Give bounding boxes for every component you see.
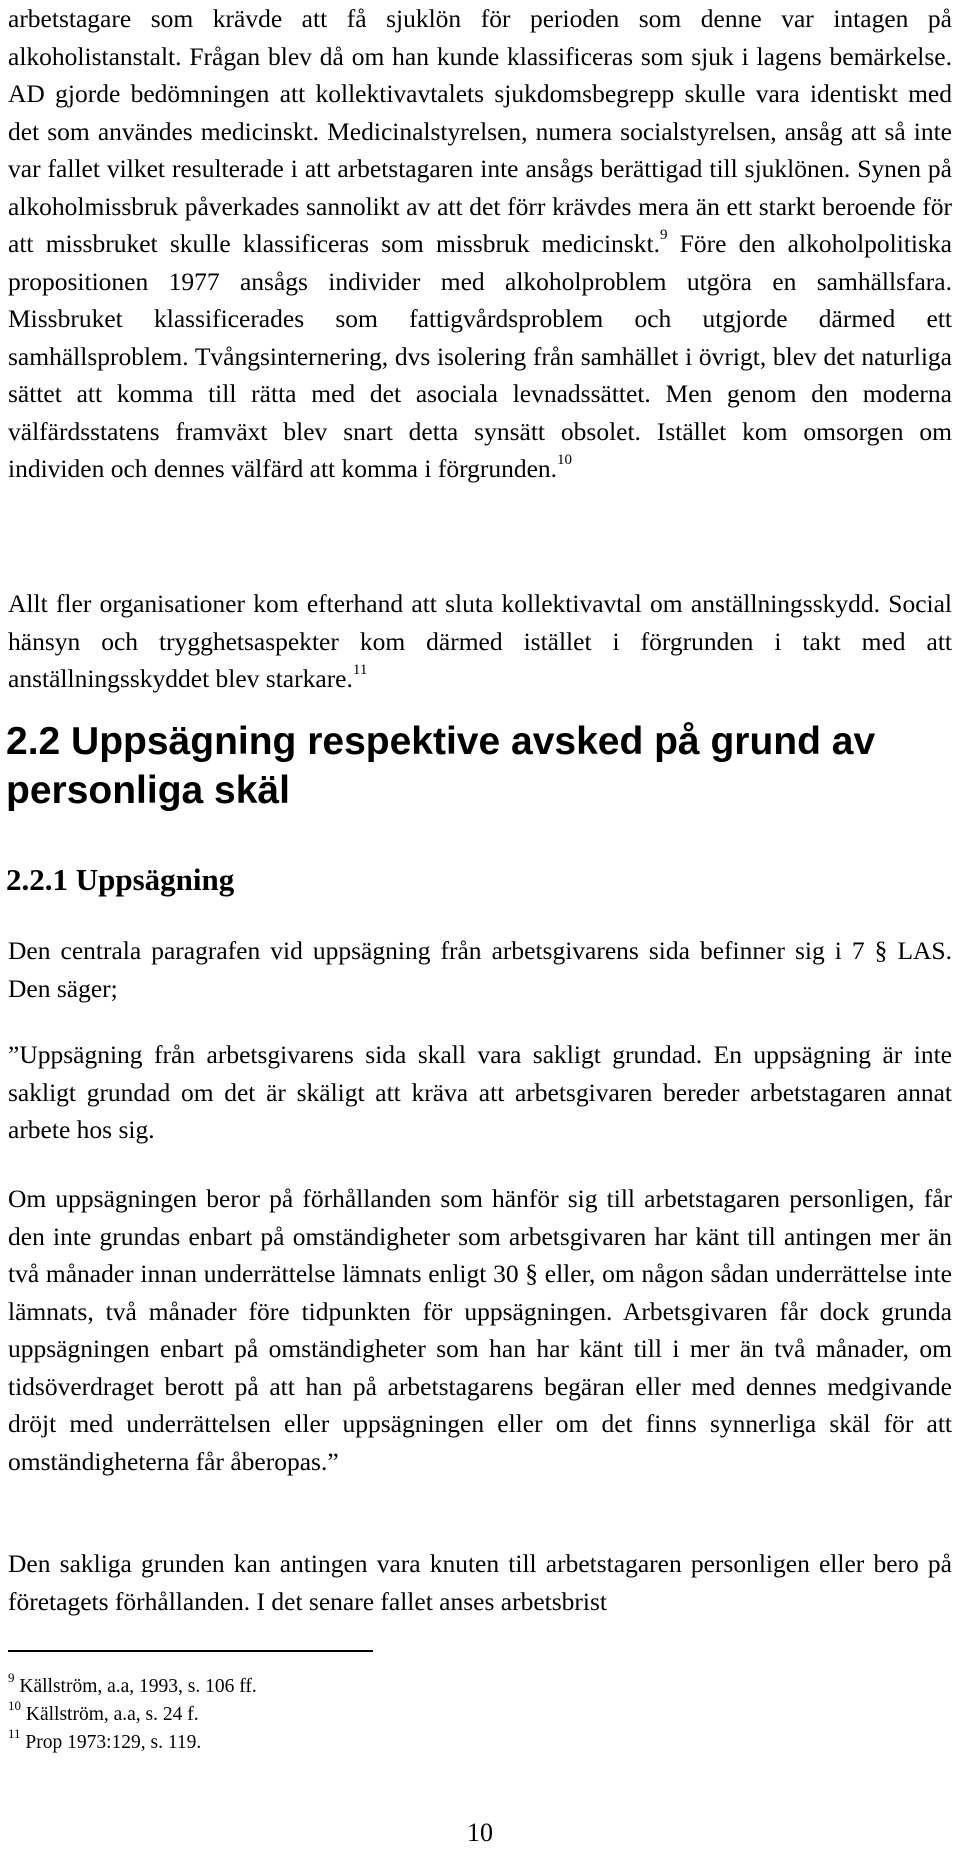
footnote-text: Källström, a.a, s. 24 f.	[25, 1704, 199, 1725]
law-quote-part-2	[0, 1180, 960, 1480]
quote-text: ”Uppsägning från arbetsgivarens sida skall vara sakligt grundad. En uppsägning är inte sakligt grundad om det är skäligt att kräva att arbetsgivaren bereder arbetstagaren annat arbete hos sig.	[8, 1040, 952, 1144]
paragraph-text-body: Allt fler organisationer kom efterhand att sluta kollektivavtal om anställningsskydd. Social hänsyn och trygghetsaspekter kom därmed istället i förgrunden i takt med att anställningsskyddet blev starkare.	[8, 589, 952, 693]
footnote-text: Källström, a.a, 1993, s. 106 ff.	[19, 1676, 257, 1697]
footnote-9	[8, 1669, 257, 1699]
paragraph-text	[0, 585, 952, 698]
page-number: 10	[467, 1818, 493, 1847]
footnote-ref-10[interactable]: 10	[557, 451, 573, 468]
law-quote-part-1	[0, 1036, 960, 1149]
section-heading-2-2-1	[0, 862, 960, 898]
section-heading-2-2	[0, 717, 960, 815]
footnote-number: 10	[8, 1697, 21, 1713]
footnote-text: Prop 1973:129, s. 119.	[25, 1732, 202, 1753]
paragraph-text: Den centrala paragrafen vid uppsägning från arbetsgivarens sida befinner sig i 7 § LAS. Den säger;	[8, 936, 952, 1003]
paragraph-alcohol-history	[0, 0, 960, 488]
footnote-10	[8, 1697, 199, 1727]
footnote-number: 11	[8, 1725, 21, 1741]
footnote-11	[8, 1725, 202, 1755]
paragraph-central-section	[0, 932, 960, 1007]
footnote-ref-9[interactable]: 9	[659, 226, 668, 243]
paragraph-text-part-a: arbetstagare som krävde att få sjuklön för perioden som denne var intagen på alkoholistanstalt. Frågan blev då om han kunde klassificeras som sjuk i lagens bemärkelse. AD gjorde bedömningen att kollektivavtalets sjukdomsbegrepp skulle vara identiskt med det som användes medicinskt. Medicinalstyrelsen, numera socialstyrelsen, ansåg att så inte var fallet vilket resulterade i att arbetstagaren inte ansågs berättigad till sjuklönen. Synen på alkoholmissbruk påverkades sannolikt av att det förr krävdes mera än ett starkt beroende för att missbruket skulle klassificeras som missbruk medicinskt.	[8, 4, 952, 258]
heading-2-2-1: 2.2.1 Uppsägning	[6, 862, 235, 897]
paragraph-objective-grounds	[0, 1545, 960, 1620]
heading-2-2: 2.2 Uppsägning respektive avsked på grund av personliga skäl	[6, 720, 876, 812]
footnote-separator	[8, 1650, 373, 1652]
footnote-ref-11[interactable]: 11	[352, 661, 368, 678]
footnote-number: 9	[8, 1669, 15, 1685]
paragraph-text: Den sakliga grunden kan antingen vara knuten till arbetstagaren personligen eller bero på företagets förhållanden. I det senare fallet anses arbetsbrist	[8, 1549, 952, 1616]
paragraph-collective-agreements	[0, 585, 960, 698]
paragraph-text	[0, 0, 952, 488]
quote-text: Om uppsägningen beror på förhållanden som hänför sig till arbetstagaren personligen, får den inte grundas enbart på omständigheter som arbetsgivaren har känt till antingen mer än två månader innan underrättelse lämnats enligt 30 § eller, om någon sådan underrättelse inte lämnats, två månader före tidpunkten för uppsägningen. Arbetsgivaren får dock grunda uppsägningen enbart på omständigheter som han har känt till i mer än två månader, om tidsöverdraget berott på att han på arbetstagarens begäran eller med dennes medgivande dröjt med underrättelsen eller uppsägningen eller om det finns synnerliga skäl för att omständigheterna får åberopas.”	[8, 1184, 952, 1476]
paragraph-text-part-b: Före den alkoholpolitiska propositionen 1977 ansågs individer med alkoholproblem utgöra en samhällsfara. Missbruket klassificerades som fattigvårdsproblem och utgjorde därmed ett samhällsproblem. Tvångsinternering, dvs isolering från samhället i övrigt, blev det naturliga sättet att komma till rätta med det asociala levnadssättet. Men genom den moderna välfärdsstatens framväxt blev snart detta synsätt obsolet. Istället kom omsorgen om individen och dennes välfärd att komma i förgrunden.	[8, 229, 952, 483]
